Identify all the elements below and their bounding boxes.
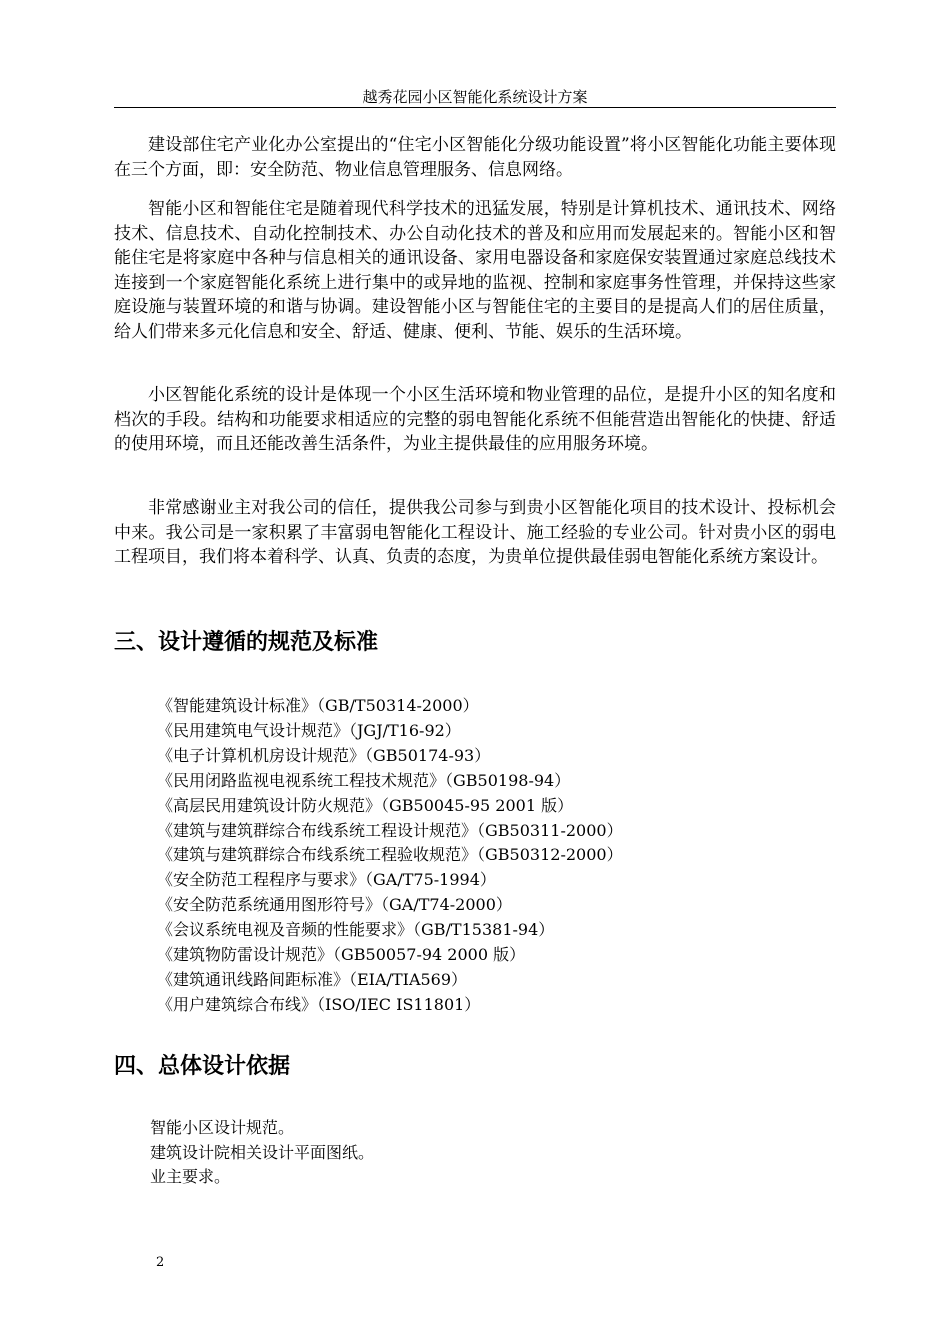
standard-item: 《智能建筑设计标准》（GB/T50314-2000） [157, 696, 479, 715]
section-4-heading: 四、总体设计依据 [114, 1054, 291, 1079]
standard-item: 《民用闭路监视电视系统工程技术规范》（GB50198-94） [157, 770, 571, 790]
intro-paragraph-1: 建设部住宅产业化办公室提出的“住宅小区智能化分级功能设置”将小区智能化功能主要体现在三个方面，即：安全防范、物业信息管理服务、信息网络。 [114, 135, 836, 180]
standard-item: 《建筑物防雷设计规范》（GB50057-94 2000 版） [157, 945, 526, 965]
standard-item: 《建筑与建筑群综合布线系统工程验收规范》（GB50312-2000） [157, 845, 623, 865]
standard-item: 《用户建筑综合布线》（ISO/IEC IS11801） [157, 994, 481, 1014]
design-basis-list [150, 1116, 830, 1190]
running-header-title: 越秀花园小区智能化系统设计方案 [362, 88, 588, 106]
basis-item: 智能小区设计规范。 [150, 1118, 295, 1137]
basis-item: 业主要求。 [150, 1167, 231, 1186]
intro-paragraph-4: 非常感谢业主对我公司的信任，提供我公司参与到贵小区智能化项目的技术设计、投标机会中来。我公司是一家积累了丰富弱电智能化工程设计、施工经验的专业公司。针对贵小区的弱电工程项目，我们将本着科学、认真、负责的态度，为贵单位提供最佳弱电智能化系统方案设计。 [114, 498, 836, 567]
basis-item: 建筑设计院相关设计平面图纸。 [150, 1142, 375, 1162]
standard-item: 《高层民用建筑设计防火规范》（GB50045-95 2001 版） [157, 795, 574, 815]
standard-item: 《建筑通讯线路间距标准》（EIA/TIA569） [157, 969, 468, 989]
page-number: 2 [156, 1255, 165, 1270]
standard-item: 《安全防范工程程序与要求》（GA/T75-1994） [157, 870, 496, 890]
standard-item: 《安全防范系统通用图形符号》（GA/T74-2000） [157, 895, 512, 915]
standards-list [157, 694, 837, 1018]
standard-item: 《民用建筑电气设计规范》（JGJ/T16-92） [157, 720, 461, 740]
standard-item: 《电子计算机机房设计规范》（GB50174-93） [157, 745, 491, 765]
standard-item: 《会议系统电视及音频的性能要求》（GB/T15381-94） [157, 920, 555, 940]
standard-item: 《建筑与建筑群综合布线系统工程设计规范》（GB50311-2000） [157, 820, 623, 840]
section-3-heading: 三、设计遵循的规范及标准 [114, 630, 379, 655]
intro-paragraph-2: 智能小区和智能住宅是随着现代科学技术的迅猛发展，特别是计算机技术、通讯技术、网络技术、信息技术、自动化控制技术、办公自动化技术的普及和应用而发展起来的。智能小区和智能住宅是将家庭中各种与信息相关的通讯设备、家用电器设备和家庭保安装置通过家庭总线技术连接到一个家庭智能化系统上进行集中的或异地的监视、控制和家庭事务性管理，并保持这些家庭设施与装置环境的和谐与协调。建设智能小区与智能住宅的主要目的是提高人们的居住质量，给人们带来多元化信息和安全、舒适、健康、便利、节能、娱乐的生活环境。 [114, 199, 836, 342]
intro-paragraph-3: 小区智能化系统的设计是体现一个小区生活环境和物业管理的品位，是提升小区的知名度和档次的手段。结构和功能要求相适应的完整的弱电智能化系统不但能营造出智能化的快捷、舒适的使用环境，而且还能改善生活条件，为业主提供最佳的应用服务环境。 [114, 385, 836, 454]
header-rule [114, 107, 836, 108]
